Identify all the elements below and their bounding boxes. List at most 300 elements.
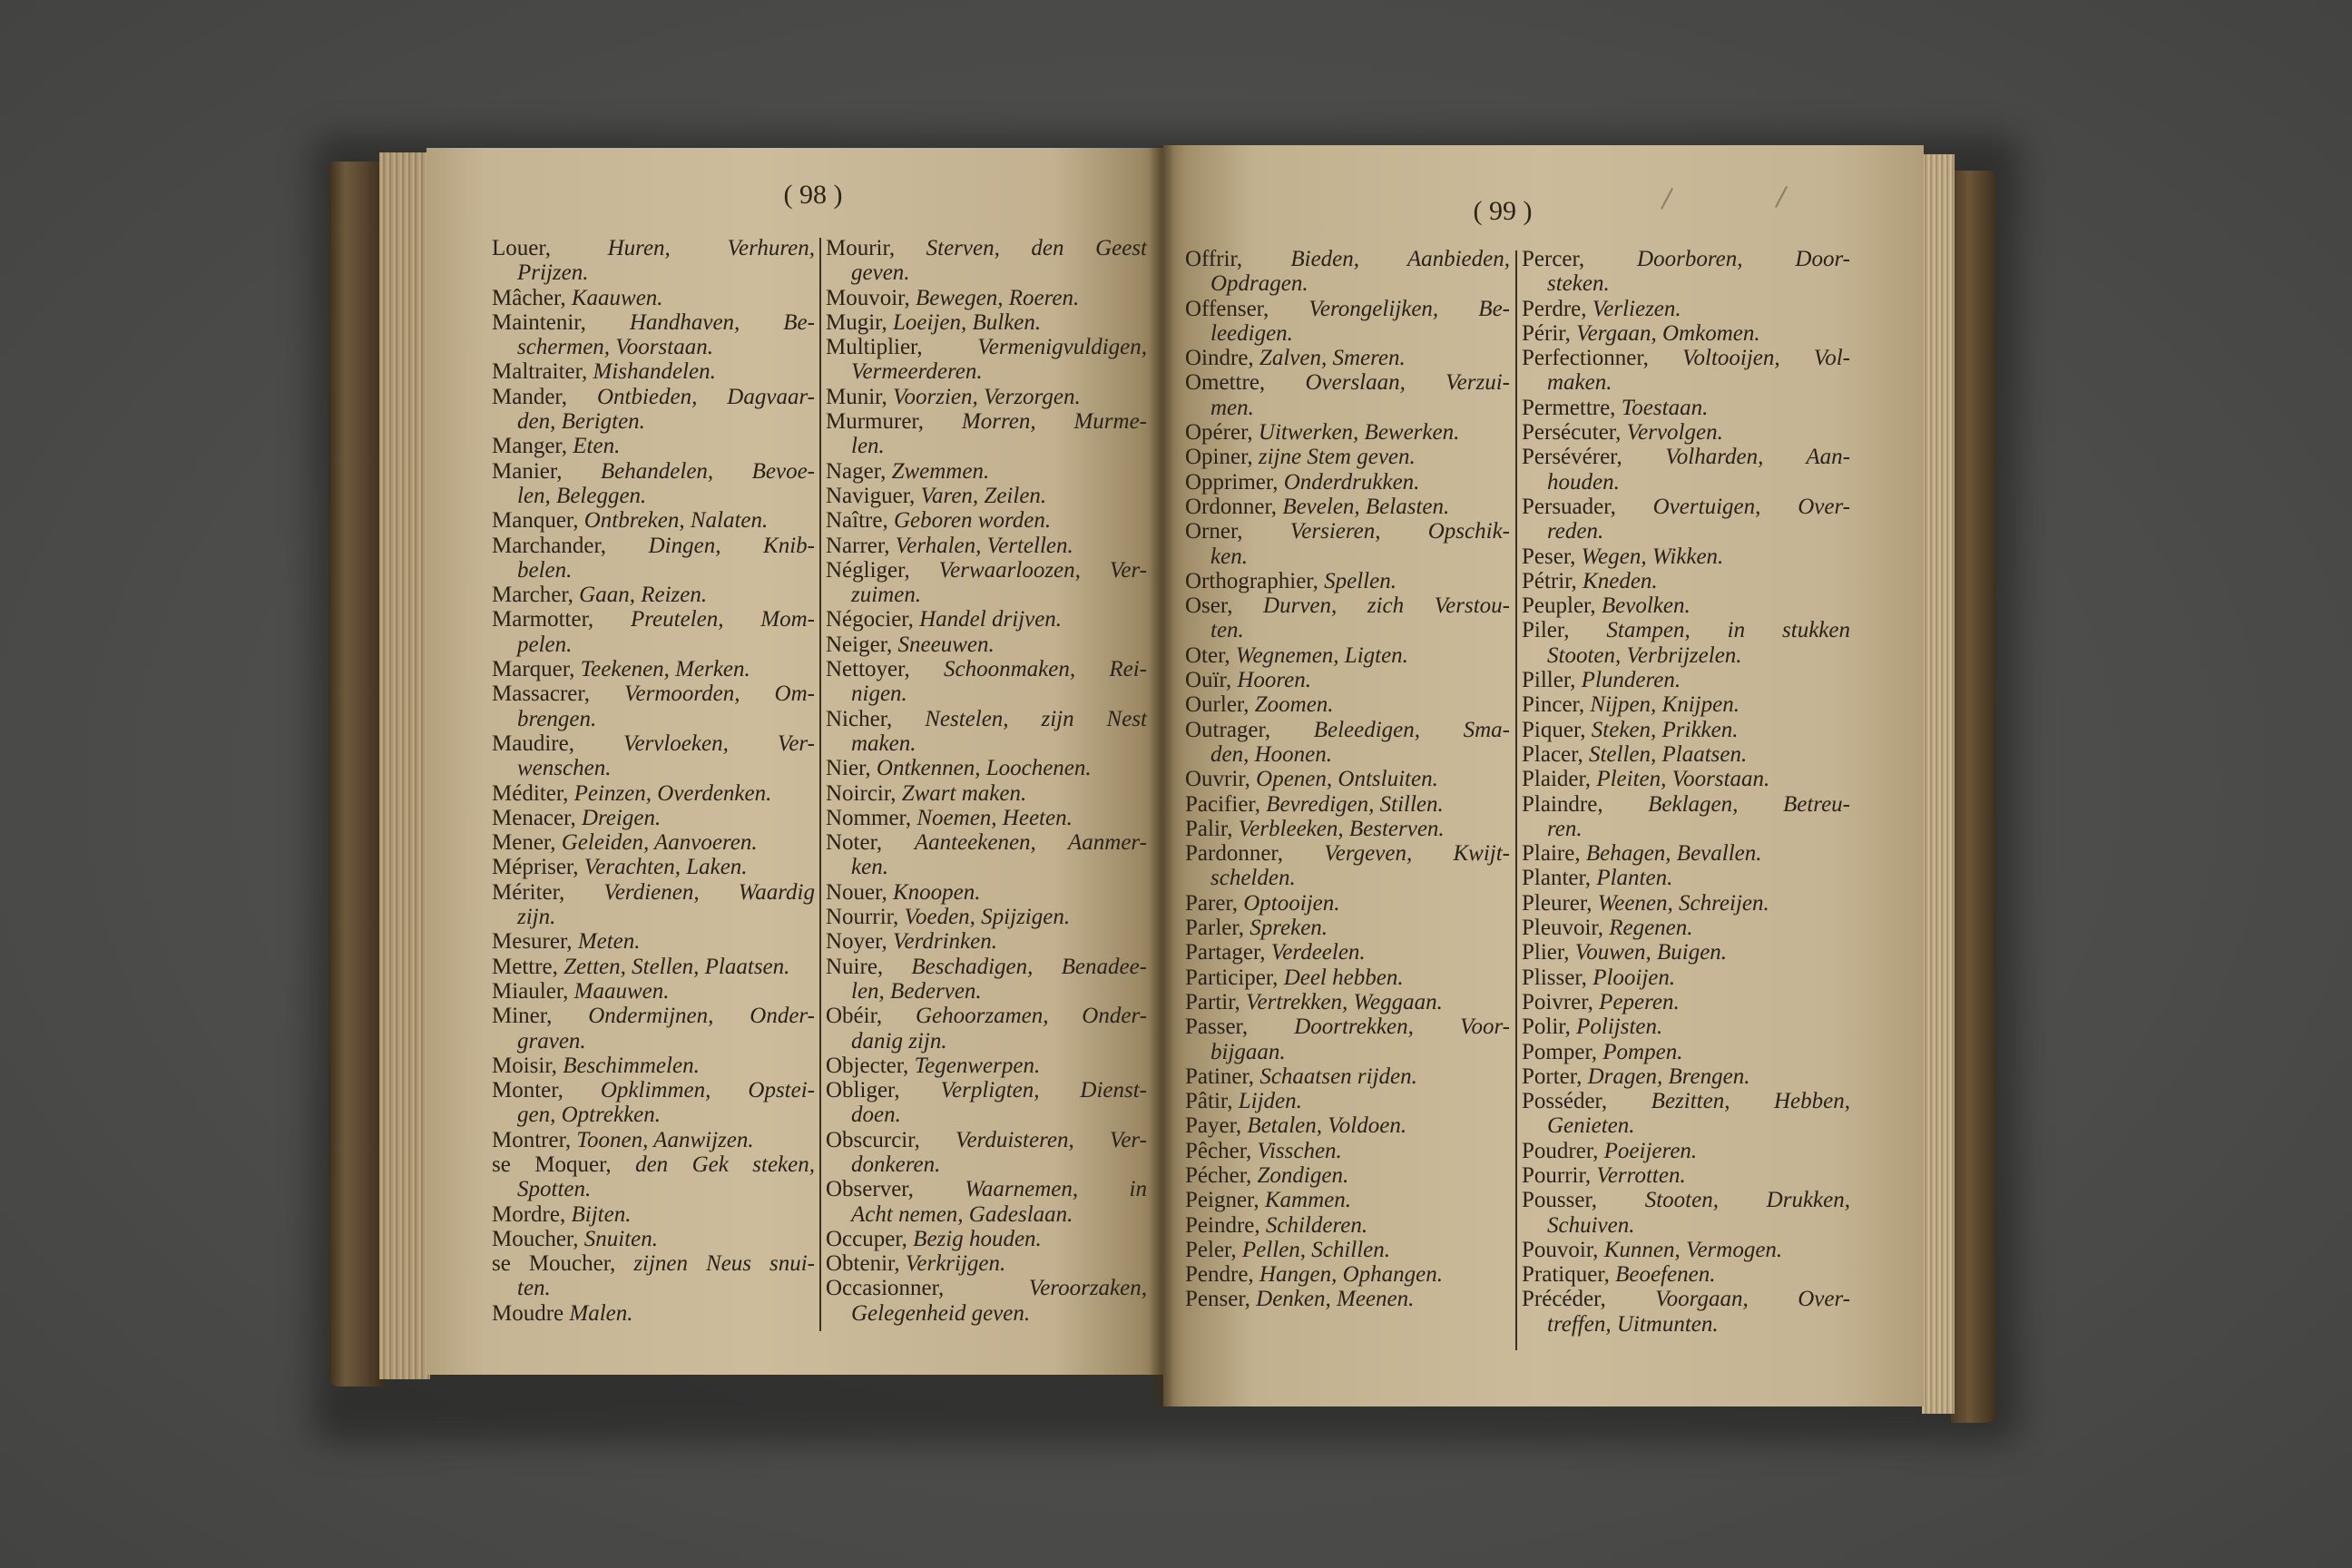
entry-continuation-line [492,484,815,508]
dutch-translation: Huren, Verhuren, [607,236,815,260]
entry-line [1185,1238,1510,1262]
french-headword: Orner, [1185,519,1290,544]
entry-continuation-line [492,1276,815,1300]
entry-line [492,1078,815,1102]
entry-line [1185,420,1510,445]
dutch-translation: Schoonmaken, Rei- [944,657,1148,682]
entry-line [1522,692,1850,717]
entry-continuation-line [1185,544,1510,569]
french-headword: Peigner, [1185,1188,1265,1213]
entry-line [1522,965,1850,990]
entry-line [826,756,1147,780]
dutch-translation: Dingen, Knib- [648,533,815,558]
french-headword: Penser, [1185,1287,1257,1312]
dutch-translation: Zalven, Smeren. [1259,346,1406,371]
dutch-translation: Verongelijken, Be- [1308,296,1510,321]
dutch-translation: len, Beleggen. [517,483,647,508]
entry-line [826,1054,1147,1078]
dutch-translation: Behagen, Bevallen. [1585,841,1762,867]
dictionary-column [1522,247,1850,1337]
dutch-translation: zijne Stem geven. [1258,445,1416,470]
french-headword: Manier, [492,458,601,484]
dutch-translation: Schilderen. [1265,1212,1368,1238]
entry-line [1185,692,1510,717]
dutch-translation: Vertrekken, Weggaan. [1246,989,1443,1014]
entry-line [1522,1262,1850,1287]
dutch-translation: Behandelen, Bevoe- [600,458,815,484]
dutch-translation: Durven, zich Verstou- [1263,593,1510,619]
dutch-translation: Beoefenen. [1615,1262,1716,1288]
dutch-translation: pelen. [517,632,573,657]
entry-continuation-line [492,632,815,657]
entry-line [492,310,815,335]
dutch-translation: Bezitten, Hebben, [1651,1089,1850,1114]
dutch-translation: Doorboren, Door- [1637,247,1850,271]
french-headword: Pécher, [1185,1162,1258,1188]
entry-continuation-line [492,1102,815,1127]
dutch-translation: Pellen, Schillen. [1241,1237,1391,1262]
french-headword: Ordonner, [1185,494,1283,519]
french-headword: Mourir, [826,236,926,260]
dutch-translation: Verliezen. [1592,296,1681,321]
french-headword: Ouvrir, [1185,767,1257,792]
dutch-translation: Bewegen, Roeren. [916,285,1080,310]
dutch-translation: Varen, Zeilen. [920,483,1047,508]
dutch-translation: Bieden, Aanbieden, [1290,247,1510,271]
entry-line [1185,990,1510,1014]
french-headword: Miauler, [492,978,574,1004]
entry-line [1522,1163,1850,1188]
entry-line [826,707,1147,731]
dutch-translation: Prijzen. [517,260,589,286]
dutch-translation: Dreigen. [581,805,662,830]
dutch-translation: Gelegenheid geven. [851,1300,1031,1326]
dutch-translation: Planten. [1596,866,1673,891]
french-headword: Partir, [1185,989,1247,1014]
dutch-translation: Lijden. [1238,1089,1302,1114]
dutch-translation: danig zijn. [851,1028,947,1054]
entry-line [1185,569,1510,593]
french-headword: Mâcher, [492,285,572,310]
entry-line [826,1276,1147,1300]
french-headword: Négocier, [826,607,920,632]
dutch-translation: Vermeerderen. [851,359,983,385]
entry-line [1185,916,1510,940]
entry-line [1522,495,1850,519]
entry-line [1522,445,1850,469]
dutch-translation: Volharden, Aan- [1665,445,1850,470]
dutch-translation: Openen, Ontsluiten. [1256,767,1438,792]
dutch-translation: zijnen Neus snui- [633,1251,816,1277]
french-headword: Ourler, [1185,692,1255,718]
dutch-translation: zuimen. [851,583,922,608]
entry-line [1522,742,1850,767]
entry-line [826,830,1147,855]
book-gutter [1149,145,1174,1406]
dutch-translation: treffen, Uitmunten. [1547,1311,1719,1337]
dictionary-column [492,236,815,1326]
dutch-translation: Preutelen, Mom- [630,607,815,632]
entry-continuation-line [826,434,1147,458]
dutch-translation: Wegen, Wikken. [1581,544,1724,569]
entry-line [826,534,1147,558]
entry-line [826,1177,1147,1201]
entry-continuation-line [492,260,815,285]
entry-line [826,385,1147,409]
column-divider [819,238,821,1331]
dutch-translation: Schuiven. [1547,1212,1635,1238]
entry-line [1185,668,1510,692]
dutch-translation: den, Berigten. [517,409,645,435]
french-headword: Poudrer, [1522,1138,1604,1163]
dutch-translation: Kammen. [1264,1188,1352,1213]
entry-line [1185,1287,1510,1311]
dutch-translation: Maauwen. [573,978,670,1004]
entry-line [826,1004,1147,1028]
french-headword: Peler, [1185,1237,1242,1262]
dutch-translation: den Gek steken, [635,1152,815,1177]
french-headword: Moucher, [492,1226,584,1251]
french-headword: Persévérer, [1522,445,1666,470]
entry-line [1185,370,1510,395]
entry-line [492,359,815,384]
dutch-translation: Verachten, Laken. [583,855,748,880]
dutch-translation: Geleiden, Aanvoeren. [561,830,758,856]
entry-continuation-line [826,260,1147,285]
dutch-translation: Bevelen, Belasten. [1282,494,1450,519]
entry-line [826,1227,1147,1251]
french-headword: Pourrir, [1522,1162,1597,1188]
french-headword: Marchander, [492,533,649,558]
dutch-translation: Poeijeren. [1603,1138,1698,1163]
french-headword: Piller, [1522,668,1582,693]
french-headword: Opprimer, [1185,469,1284,495]
french-headword: Omettre, [1185,370,1306,396]
entry-line [826,806,1147,830]
french-headword: Nettoyer, [826,657,944,682]
entry-line [826,558,1147,583]
entry-line [1185,247,1510,271]
french-headword: Marquer, [492,657,581,682]
entry-continuation-line [826,1102,1147,1127]
french-headword: Plier, [1522,940,1575,965]
entry-line [1185,1139,1510,1163]
entry-line [492,681,815,706]
entry-line [492,1227,815,1251]
french-headword: Pleurer, [1522,890,1598,916]
entry-line [826,929,1147,954]
french-headword: Obéir, [826,1004,916,1029]
dutch-translation: Weenen, Schreijen. [1597,890,1769,916]
entry-line [1185,1014,1510,1039]
french-headword: Plaire, [1522,841,1586,867]
dutch-translation: schelden. [1210,866,1296,891]
french-headword: Persuader, [1522,494,1653,519]
entry-line [826,632,1147,657]
dutch-translation: gen, Optrekken. [517,1102,662,1128]
french-headword: Peser, [1522,544,1582,569]
dutch-translation: Geboren worden. [893,508,1052,534]
french-headword: Perfectionner, [1522,346,1682,371]
dutch-translation: Verdienen, Waardig [603,879,815,905]
page-number: ( 99 ) [1473,196,1533,226]
dutch-translation: Beschadigen, Benadee- [911,954,1148,979]
entry-line [492,855,815,879]
french-headword: se Moucher, [492,1251,634,1277]
dutch-translation: Waarnemen, in [965,1177,1148,1202]
entry-line [492,1152,815,1177]
dutch-translation: Spellen. [1324,568,1396,593]
entry-continuation-line [826,855,1147,879]
entry-line [492,1251,815,1276]
entry-line [492,781,815,806]
french-headword: Obscurcir, [826,1127,956,1152]
entry-line [1185,718,1510,742]
dutch-translation: ten. [517,1276,551,1301]
entry-line [826,607,1147,632]
french-headword: Peindre, [1185,1212,1266,1238]
entry-line [492,731,815,756]
dutch-translation: Kunnen, Vermogen. [1603,1237,1783,1262]
dutch-translation: Nestelen, zijn Nest [925,706,1147,731]
french-headword: Occasionner, [826,1276,1029,1301]
dutch-translation: Vermoorden, Om- [624,681,815,707]
french-headword: Méditer, [492,780,574,806]
entry-line [1522,1089,1850,1113]
entry-line [826,1251,1147,1276]
entry-continuation-line [1185,618,1510,642]
dutch-translation: Teekenen, Merken. [580,657,750,682]
entry-line [1522,866,1850,890]
french-headword: Noircir, [826,780,902,806]
entry-line [1522,1188,1850,1212]
dutch-translation: bijgaan. [1210,1039,1286,1064]
dutch-translation: Verrotten. [1596,1162,1686,1188]
dutch-translation: Versieren, Opschik- [1289,519,1510,544]
entry-line [492,385,815,409]
entry-line [1522,346,1850,370]
french-headword: Pouvoir, [1522,1237,1604,1262]
french-headword: Ouïr, [1185,668,1238,693]
entry-continuation-line [492,756,815,780]
entry-line [1522,420,1850,445]
dutch-translation: Gehoorzamen, Onder- [915,1004,1148,1029]
french-headword: Payer, [1185,1113,1248,1139]
french-headword: Occuper, [826,1226,914,1251]
french-headword: Périr, [1522,320,1577,346]
entry-line [826,508,1147,533]
entry-line [1185,891,1510,916]
dutch-translation: Onderdrukken. [1283,469,1420,495]
french-headword: Obtenir, [826,1251,906,1277]
dutch-translation: nigen. [851,681,907,707]
entry-continuation-line [1522,470,1850,495]
entry-line [1522,1238,1850,1262]
dutch-translation: Optooijen. [1243,890,1340,916]
column-divider [1515,250,1517,1350]
entry-line [1522,792,1850,817]
dutch-translation: men. [1210,395,1254,420]
dutch-translation: Zetten, Stellen, Plaatsen. [564,954,790,979]
dutch-translation: Wegnemen, Ligten. [1235,642,1408,668]
french-headword: Manquer, [492,508,584,534]
entry-line [492,583,815,607]
dutch-translation: Vervolgen. [1626,420,1723,446]
dutch-translation: Nijpen, Knijpen. [1590,692,1740,718]
entry-continuation-line [826,979,1147,1004]
entry-line [1185,519,1510,544]
french-headword: Outrager, [1185,717,1314,742]
entry-line [1185,940,1510,965]
entry-line [826,955,1147,979]
dutch-translation: belen. [517,557,573,583]
french-headword: Montrer, [492,1127,577,1152]
entry-line [1185,1113,1510,1138]
french-headword: Noter, [826,830,915,856]
french-headword: se Moquer, [492,1152,636,1177]
entry-continuation-line [492,905,815,929]
right-page-edges [1922,154,1955,1414]
french-headword: Mettre, [492,954,564,979]
entry-line [826,905,1147,929]
french-headword: Louer, [492,236,608,260]
entry-line [1522,1064,1850,1089]
entry-continuation-line [1185,742,1510,767]
french-headword: Murmurer, [826,409,962,435]
entry-line [1185,1188,1510,1212]
entry-line [1185,1163,1510,1188]
dutch-translation: Loeijen, Bulken. [893,309,1042,335]
french-headword: Pousser, [1522,1188,1645,1213]
dutch-translation: Bezig houden. [913,1226,1042,1251]
dutch-translation: Spreken. [1250,916,1328,941]
dutch-translation: leedigen. [1210,320,1293,346]
dutch-translation: ken. [851,855,888,880]
entry-line [826,1128,1147,1152]
dutch-translation: Acht nemen, Gadeslaan. [851,1201,1073,1227]
dutch-translation: Eten. [573,434,621,459]
page-number: ( 98 ) [783,180,843,210]
entry-continuation-line [492,409,815,434]
dutch-translation: Steken, Prikken. [1591,717,1739,742]
entry-line [1185,841,1510,866]
entry-line [1185,593,1510,618]
french-headword: Opérer, [1185,420,1259,446]
entry-line [492,1128,815,1152]
french-headword: Obliger, [826,1078,941,1103]
entry-line [492,434,815,458]
entry-continuation-line [1185,396,1510,420]
french-headword: Naviguer, [826,483,921,508]
french-headword: Planter, [1522,866,1597,891]
dutch-translation: Bevolken. [1601,593,1690,619]
entry-line [1185,346,1510,370]
french-headword: Passer, [1185,1014,1295,1040]
dutch-translation: Vermenigvuldigen, [977,335,1147,360]
dutch-translation: Genieten. [1547,1113,1635,1139]
dutch-translation: Vervloeken, Ver- [622,730,815,756]
entry-line [826,236,1147,260]
dutch-translation: Betalen, Voldoen. [1247,1113,1407,1139]
dutch-translation: Noemen, Heeten. [916,805,1073,830]
dutch-translation: Bijten. [571,1201,632,1227]
entry-continuation-line [1522,643,1850,668]
entry-continuation-line [1522,271,1850,296]
entry-continuation-line [1522,1312,1850,1337]
french-headword: Nourrir, [826,905,905,930]
dutch-translation: Knoopen. [892,879,981,905]
entry-line [1185,643,1510,668]
french-headword: Pâtir, [1185,1089,1239,1114]
french-headword: Manger, [492,434,573,459]
entry-line [492,286,815,310]
french-headword: Oindre, [1185,346,1259,371]
french-headword: Pleuvoir, [1522,916,1610,941]
entry-line [492,1301,815,1326]
dutch-translation: steken. [1547,271,1610,297]
entry-line [826,335,1147,359]
entry-continuation-line [492,335,815,359]
dutch-translation: Beleedigen, Sma- [1313,717,1510,742]
entry-line [1185,767,1510,791]
dutch-translation: Verduisteren, Ver- [955,1127,1147,1152]
entry-continuation-line [1522,1213,1850,1238]
dutch-translation: Veroorzaken, [1028,1276,1147,1301]
dutch-translation: Verbleeken, Besterven. [1238,816,1445,841]
french-headword: Moisir, [492,1053,564,1078]
entry-line [1522,891,1850,916]
dutch-translation: ken. [1210,544,1248,569]
dutch-translation: Voltooijen, Vol- [1682,346,1850,371]
french-headword: Pratiquer, [1522,1262,1616,1288]
dutch-translation: Hangen, Ophangen. [1259,1262,1443,1288]
entry-line [1522,841,1850,866]
entry-line [1522,767,1850,791]
dutch-translation: Zwemmen. [891,458,990,484]
french-headword: Moudre [492,1300,570,1326]
entry-line [1522,1287,1850,1311]
dutch-translation: Voorzien, Verzorgen. [893,384,1081,409]
left-page-edges [379,152,430,1379]
french-headword: Orthographier, [1185,568,1325,593]
dutch-translation: Sterven, den Geest [926,236,1147,260]
dutch-translation: Zwart maken. [901,780,1027,806]
dutch-translation: Handhaven, Be- [629,309,815,335]
french-headword: Piquer, [1522,717,1592,742]
dutch-translation: Verkrijgen. [905,1251,1006,1277]
dutch-translation: doen. [851,1102,901,1128]
entry-line [826,286,1147,310]
french-headword: Peupler, [1522,593,1602,619]
french-headword: Offenser, [1185,296,1309,321]
entry-line [1522,718,1850,742]
entry-line [1522,321,1850,346]
dutch-translation: schermen, Voorstaan. [517,335,713,360]
french-headword: Persécuter, [1522,420,1627,446]
dutch-translation: Stooten, Drukken, [1644,1188,1850,1213]
entry-line [492,508,815,533]
french-headword: Mépriser, [492,855,584,880]
entry-line [1185,965,1510,990]
dutch-translation: Vouwen, Buigen. [1574,940,1728,965]
entry-line [1522,1040,1850,1064]
entry-continuation-line [1522,370,1850,395]
entry-line [1522,569,1850,593]
french-headword: Miner, [492,1004,589,1029]
french-headword: Mériter, [492,879,604,905]
entry-line [826,657,1147,681]
french-headword: Menacer, [492,805,582,830]
